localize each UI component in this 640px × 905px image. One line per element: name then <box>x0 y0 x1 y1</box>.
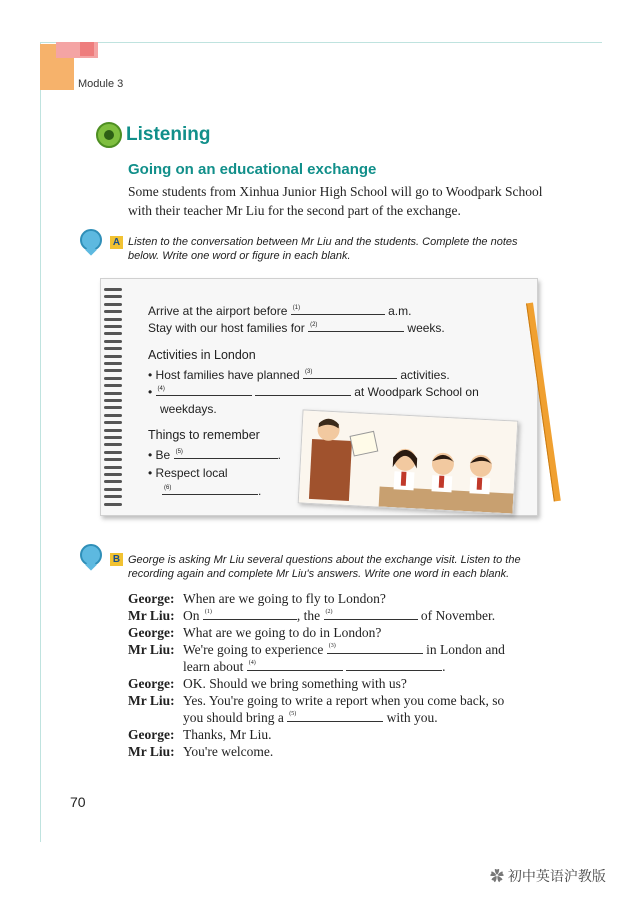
note-text: Be <box>155 448 171 462</box>
spiral-ring <box>104 377 122 380</box>
spiral-ring <box>104 355 122 358</box>
watermark <box>490 866 606 886</box>
spiral-ring <box>104 488 122 491</box>
corner-tab-accent-dark <box>80 42 94 56</box>
speaker: Mr Liu: <box>128 608 175 623</box>
spiral-ring <box>104 288 122 291</box>
spiral-ring <box>104 384 122 387</box>
spiral-ring <box>104 399 122 402</box>
dialogue-text: We're going to experience <box>183 642 324 657</box>
dialogue-line <box>128 675 548 692</box>
dialogue-text: Yes. You're going to write a report when you come back, so <box>183 693 505 708</box>
bullet: • <box>148 385 153 399</box>
spiral-ring <box>104 495 122 498</box>
dialogue-text: , the <box>296 608 321 623</box>
blank-number: (5) <box>289 711 297 717</box>
spiral-ring <box>104 451 122 454</box>
note-remember-1 <box>148 446 281 464</box>
note-text: weeks. <box>407 321 445 335</box>
blank-number: (2) <box>310 322 318 328</box>
spiral-ring <box>104 310 122 313</box>
note-text: a.m. <box>388 304 412 318</box>
dialogue-line <box>128 590 548 607</box>
dialogue-text: in London and <box>426 642 505 657</box>
speaker: Mr Liu: <box>128 744 175 759</box>
dialogue-line <box>128 743 548 760</box>
note-line-2 <box>148 319 445 337</box>
blank-2[interactable] <box>308 320 404 332</box>
dialogue-text: OK. Should we bring something with us? <box>183 676 407 691</box>
spiral-ring <box>104 458 122 461</box>
note-remember-2-cont <box>162 482 261 500</box>
note-text: activities. <box>400 368 450 382</box>
dialogue-text: learn about <box>183 659 244 674</box>
blank-number: (1) <box>292 305 301 311</box>
blank-1[interactable] <box>291 303 385 315</box>
blank-5[interactable] <box>174 447 278 459</box>
dialogue-text: You're welcome. <box>183 744 274 759</box>
note-activity-2 <box>148 383 479 401</box>
dialogue-line <box>128 726 548 743</box>
note-text: . <box>258 484 262 498</box>
speaker: George: <box>128 676 175 691</box>
blank-b5[interactable] <box>287 710 383 722</box>
blank-b4a[interactable] <box>247 659 343 671</box>
speaker: George: <box>128 727 175 742</box>
section-title: Listening <box>126 124 211 145</box>
blank-b4b[interactable] <box>346 659 442 671</box>
spiral-ring <box>104 392 122 395</box>
note-activity-2-cont: weekdays. <box>160 402 217 416</box>
dialogue-line <box>128 692 548 709</box>
module-label: Module 3 <box>78 78 124 90</box>
blank-b3[interactable] <box>327 642 423 654</box>
blank-number: (4) <box>157 386 165 392</box>
remember-heading: Things to remember <box>148 428 260 442</box>
blank-number: (1) <box>204 609 212 615</box>
spiral-ring <box>104 466 122 469</box>
dialogue-line <box>128 607 548 624</box>
bullet: • <box>148 466 153 480</box>
spiral-ring <box>104 362 122 365</box>
top-border-line <box>40 42 602 43</box>
blank-b1[interactable] <box>203 608 297 620</box>
blank-number: (3) <box>304 369 313 375</box>
spiral-ring <box>104 332 122 335</box>
dialogue-text: of November. <box>420 608 496 623</box>
dialogue-line <box>128 624 548 641</box>
page-number: 70 <box>70 794 86 810</box>
part-a-label: A <box>110 236 123 249</box>
dialogue-text: Thanks, Mr Liu. <box>183 727 272 742</box>
speaker: George: <box>128 591 175 606</box>
bullet: • <box>148 448 153 462</box>
spiral-ring <box>104 503 122 506</box>
blank-3[interactable] <box>303 367 397 379</box>
blank-6[interactable] <box>162 483 258 495</box>
blank-4b[interactable] <box>255 384 351 396</box>
part-b-label: B <box>110 553 123 566</box>
speaker: Mr Liu: <box>128 642 175 657</box>
bullet: • <box>148 368 153 382</box>
spiral-ring <box>104 369 122 372</box>
note-activity-1 <box>148 366 450 384</box>
blank-b2[interactable] <box>324 608 418 620</box>
left-border-line <box>40 42 41 842</box>
note-line-1 <box>148 302 411 320</box>
spiral-ring <box>104 303 122 306</box>
classroom-illustration <box>298 409 519 514</box>
activities-heading: Activities in London <box>148 348 256 362</box>
blank-number: (3) <box>328 643 336 649</box>
dialogue-text: with you. <box>386 710 438 725</box>
dialogue-text: On <box>183 608 200 623</box>
spiral-ring <box>104 429 122 432</box>
note-remember-2 <box>148 464 228 482</box>
note-text: Stay with our host families for <box>148 321 305 335</box>
part-a-instruction: Listen to the conversation between Mr Liu and the students. Complete the notes below. Write one word or figure in each blank. <box>128 236 518 262</box>
dialogue-line <box>128 709 548 726</box>
speaker: George: <box>128 625 175 640</box>
spiral-ring <box>104 340 122 343</box>
teacher-students-drawing <box>299 410 518 513</box>
spiral-ring <box>104 325 122 328</box>
spiral-ring <box>104 295 122 298</box>
part-b-instruction: George is asking Mr Liu several questions about the exchange visit. Listen to the recording again and complete Mr Liu's answers. Write one word in each blank. <box>128 554 521 580</box>
blank-4a[interactable] <box>156 384 252 396</box>
dialogue-line <box>128 641 548 658</box>
blank-number: (2) <box>325 609 333 615</box>
intro-paragraph: Some students from Xinhua Junior High School will go to Woodpark School with their teacher Mr Liu for the second part of the exchange. <box>128 184 543 218</box>
dialogue <box>128 590 548 760</box>
spiral-ring <box>104 414 122 417</box>
headphone-icon <box>96 122 122 148</box>
dialogue-text: . <box>442 659 446 674</box>
dialogue-text: you should bring a <box>183 710 284 725</box>
spiral-ring <box>104 436 122 439</box>
note-text: . <box>277 448 281 462</box>
note-text: Arrive at the airport before <box>148 304 288 318</box>
wechat-icon: ✿ <box>490 868 504 884</box>
spiral-ring <box>104 443 122 446</box>
dialogue-text: When are we going to fly to London? <box>183 591 386 606</box>
watermark-text: 初中英语沪教版 <box>507 868 606 884</box>
blank-number: (5) <box>175 449 183 455</box>
note-text: Respect local <box>155 466 228 480</box>
blank-number: (4) <box>248 660 256 666</box>
spiral-ring <box>104 347 122 350</box>
dialogue-text: What are we going to do in London? <box>183 625 382 640</box>
note-text: Host families have planned <box>155 368 300 382</box>
dialogue-line <box>128 658 548 675</box>
spiral-ring <box>104 473 122 476</box>
spiral-ring <box>104 480 122 483</box>
note-text: at Woodpark School on <box>354 385 479 399</box>
spiral-ring <box>104 318 122 321</box>
speaker: Mr Liu: <box>128 693 175 708</box>
spiral-ring <box>104 406 122 409</box>
section-subtitle: Going on an educational exchange <box>128 161 377 178</box>
blank-number: (6) <box>164 485 172 491</box>
spiral-ring <box>104 421 122 424</box>
